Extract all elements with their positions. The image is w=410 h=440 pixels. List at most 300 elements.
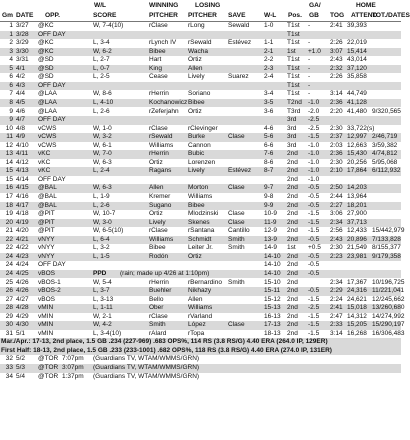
cell-wl: 2-3 [264,64,274,72]
cell-winning-pitcher: Lively [149,218,166,226]
cell-save: Estévez [228,39,252,47]
cell-losing-pitcher: Leiter Jr. [188,244,213,252]
cell-gm: 22 [5,235,13,243]
cell-date: 4/15 [16,184,29,192]
cell-score: W, 6-1 [93,141,112,149]
cell-gb: -1.5 [308,295,320,303]
cell-wl: 14-10 [264,252,281,260]
cell-gm: 24 [5,252,13,260]
cell-pos: 2nd [287,184,298,192]
cell-score: W, 8-6 [93,90,112,98]
cell-gm: 8 [9,98,13,106]
cell-date: 4/23 [16,252,29,260]
cell-attend: 21,549 [347,244,367,252]
cell-pos: T1st [287,56,300,64]
cell-score: L, 0-7 [93,64,110,72]
cell-score: L, 3-2 [93,244,110,252]
cell-losing-pitcher: rBernardino [188,278,222,286]
cell-tog: 2:10 [330,167,343,175]
cell-winning-pitcher: rClase [149,312,168,320]
cell-date: 3/30 [16,47,29,55]
table-row [0,329,405,339]
header-gb: GB [309,12,319,19]
cell-tog: 2:44 [330,193,343,200]
cell-wl: 5-6 [264,133,274,141]
cell-gm: 10 [5,124,13,132]
cell-winning-pitcher: Kochanowicz [149,98,188,106]
cell-pos: 3rd [287,124,297,132]
cell-opp: vCWS [38,124,57,132]
cell-losing-pitcher: Burke [188,133,205,141]
table-row [0,219,401,228]
cell-winning-pitcher: rLynch IV [149,39,177,47]
header-tot: TOT./DATES [372,12,410,19]
table-row [0,287,405,296]
table-row [0,193,401,202]
cell-gm: 19 [5,210,13,218]
cell-tot: 13/260,680 [372,304,405,312]
cell-date: 4/14 [16,175,29,183]
cell-wl: 10-9 [264,210,278,218]
cell-opp: @KC [38,22,54,29]
table-row [0,304,405,313]
cell-gb: -2.5 [308,116,320,124]
cell-tog: 3:06 [330,210,343,218]
cell-score: W, 6-3 [93,184,112,192]
cell-pos: 2nd [287,218,298,226]
cell-tog: 2:32 [330,64,343,72]
cell-gm: 9 [9,107,13,115]
cell-attend: 27,900 [347,210,367,218]
cell-gb: -1.5 [308,321,320,329]
cell-gm: 15 [5,167,13,175]
cell-date: 4/28 [16,304,29,312]
cell-pos: T1st [287,73,300,81]
cell-opp: vMIN [38,304,54,312]
table-row [0,236,401,245]
cell-gb: -0.5 [308,269,320,277]
cell-opp: vKC [38,150,51,158]
cell-gb: -1.0 [308,158,320,166]
cell-opp: vNYY [38,235,55,243]
cell-gb: -1.5 [308,312,320,320]
summary-text: First Half: 18-13, 2nd place, 1.5 GB .233 (233-1001) .682 OPS%, 118 RS (3.8 RS/G) 4.40 ERA (274.0 IP, 131ER) [1,346,332,354]
table-row [0,90,401,99]
cell-score: L, 3-4(10) [93,329,122,337]
cell-opp: @PIT [38,218,55,226]
cell-date: 5/2 [16,355,26,363]
cell-gm: 1 [9,22,13,29]
header-tog: TOG [330,12,345,19]
cell-gb: +0.5 [308,244,321,252]
cell-tog: 2:34 [330,218,343,226]
cell-pos: T1st [287,39,300,47]
cell-opp: @BAL [38,184,57,192]
cell-attend: 24,621 [347,295,367,303]
cell-gm: 7 [9,90,13,98]
cell-winning-pitcher: Cease [149,73,168,81]
cell-date: 3/27 [16,22,29,29]
cell-gb: -0.5 [308,201,320,209]
cell-score: W, 5-4 [93,278,112,286]
cell-time: 1:37pm [62,372,84,380]
cell-date: 4/29 [16,312,29,320]
cell-date: 5/3 [16,364,26,371]
table-row [0,150,401,159]
cell-opp: @TOR [38,364,59,371]
cell-opp: vBOS-1 [38,278,61,286]
cell-wl: 17-13 [264,321,281,329]
cell-date: 4/9 [16,133,26,141]
cell-gm: 12 [5,141,13,149]
cell-tot: 3/59,382 [372,141,398,149]
cell-wl: 9-9 [264,201,274,209]
cell-opp: @KC [38,47,54,55]
cell-losing-pitcher: rSewald [188,39,212,47]
cell-date: 3/31 [16,56,29,64]
table-row [0,295,405,305]
future-game-row [0,373,401,382]
cell-date: 4/26 [16,278,29,286]
summary-line [0,347,401,356]
cell-opp: vMIN [38,312,54,320]
cell-pos: 3rd [287,141,297,149]
cell-losing-pitcher: Schmidt [188,235,212,243]
cell-losing-pitcher: rVarland [188,312,213,320]
cell-gm: 17 [5,193,13,200]
header-attend: ATTEND [351,12,378,19]
cell-losing-pitcher: Cannon [188,141,211,149]
cell-tog: 2:24 [330,295,343,303]
cell-tog: 2:26 [330,73,343,81]
cell-tot: 4/74,812 [372,150,398,158]
cell-winning-pitcher: Bibee [149,47,166,55]
cell-attend: 18,201 [347,201,367,209]
cell-pos: 2nd [287,175,298,183]
cell-gb: -2.5 [308,304,320,312]
cell-tot: 2/46,719 [372,133,398,141]
cell-pos: 2nd [287,210,298,218]
future-game-row [0,364,401,373]
table-header [0,0,410,22]
cell-save: Estévez [228,167,252,175]
cell-gb: -0.5 [308,193,320,200]
header-gm: Gm [2,12,13,19]
cell-gm: 25 [5,278,13,286]
cell-wl: 9-7 [264,184,274,192]
table-row [0,176,401,185]
cell-winning-pitcher: Hart [149,56,162,64]
cell-winning-pitcher: Ragans [149,167,172,175]
cell-wl: 12-9 [264,227,278,235]
cell-date: 4/2 [16,73,26,81]
cell-date: 4/13 [16,167,29,175]
cell-winning-pitcher: Kremer [149,193,171,200]
cell-winning-pitcher: rClase [149,124,168,132]
cell-tog: 2:30 [330,158,343,166]
cell-attend: 33,722(s) [347,124,375,132]
cell-score: L, 2-7 [93,56,110,64]
cell-losing-pitcher: Skenes [188,218,210,226]
cell-score: W, 4-2 [93,321,112,329]
cell-winning-pitcher: Sugano [149,201,172,209]
cell-pos: T1st [287,22,300,29]
cell-date: 5/1 [16,329,26,337]
cell-gb: -2.5 [308,124,320,132]
cell-gb: - [308,56,311,64]
cell-score: W, 7-0 [93,150,112,158]
header-wl: W-L [264,12,277,19]
cell-losing-pitcher: Ortiz [188,107,202,115]
cell-losing-pitcher: rSantana [188,227,215,235]
cell-attend: 16,268 [347,329,367,337]
cell-pos: T1st [287,81,300,89]
cell-opp: @PIT [38,210,55,218]
cell-date: 4/25 [16,269,29,277]
table-row [0,65,401,74]
cell-gm: 16 [5,184,13,192]
table-row [0,270,401,279]
cell-date: 4/10 [16,141,29,149]
table-row [0,56,401,65]
cell-opp: @SD [38,73,54,81]
future-game-row [0,355,401,364]
cell-wl: 3-5 [264,98,274,106]
cell-losing-pitcher: Bibee [188,98,205,106]
cell-attend: 14,312 [347,312,367,320]
cell-date: 4/11 [16,150,29,158]
cell-date: 4/5 [16,98,26,106]
cell-pos: 2nd [287,235,298,243]
cell-wl: 18-13 [264,329,281,337]
cell-opp: @TOR [38,372,59,380]
cell-opp: OFF DAY [38,116,66,124]
header-losing: LOSING [195,2,221,9]
cell-tog: 2:20 [330,107,343,115]
cell-score: L, 2-5 [93,73,110,81]
cell-attend: 41,480 [347,107,367,115]
cell-opp: @LAA [38,90,57,98]
cell-pos: 3rd [287,116,297,124]
cell-save: Clase [228,218,245,226]
cell-winning-pitcher: Smith [149,321,166,329]
cell-wl: 14-10 [264,269,281,277]
cell-wl: 14-9 [264,244,278,252]
cell-opp: @BAL [38,201,57,209]
cell-losing-pitcher: rLong [188,22,205,29]
cell-gm: 28 [5,304,13,312]
cell-tog: 2:29 [330,287,343,295]
table-row [0,244,401,253]
cell-score: L, 2-6 [93,201,110,209]
cell-time: 7:07pm [62,355,84,363]
cell-pos: 2nd [287,252,298,260]
cell-gm: 2 [9,39,13,47]
cell-gb: - [308,90,311,98]
cell-save: Clase [228,321,245,329]
cell-score: W, 3-2 [93,133,112,141]
cell-score: L, 4-10 [93,98,114,106]
cell-score: W, 1-0 [93,124,112,132]
cell-opp: vBOS [38,269,55,277]
table-row [0,202,401,211]
cell-gb: -0.5 [308,261,320,269]
cell-winning-pitcher: Bibee [149,244,166,252]
header-pitcher-l: PITCHER [188,12,217,19]
cell-pos: T1st [287,30,300,38]
cell-tog: 2:41 [330,22,343,29]
table-row [0,184,401,193]
cell-date: 4/22 [16,244,29,252]
cell-wl: 1-1 [264,39,274,47]
cell-pos: 2nd [287,201,298,209]
header-wl-top: W/L [94,2,107,9]
cell-save: Smith [228,235,245,243]
cell-gm: 29 [5,312,13,320]
cell-date: 5/4 [16,372,26,380]
cell-tog: 2:36 [330,98,343,106]
cell-gb: -0.5 [308,252,320,260]
table-row [0,253,401,262]
cell-score: L, 1-9 [93,193,110,200]
cell-winning-pitcher: rAlard [149,329,167,337]
header-ga: GA/ [309,2,321,9]
cell-wl: 7-6 [264,150,274,158]
cell-winning-pitcher: King [149,64,163,72]
cell-score: L, 3-13 [93,295,114,303]
cell-pos: 2nd [287,158,298,166]
cell-pos: 1st [287,47,296,55]
cell-score: L, 1-11 [93,304,113,312]
header-date: DATE [16,12,34,19]
cell-tot: 8/155,377 [372,244,401,252]
cell-attend: 24,316 [347,287,367,295]
cell-losing-pitcher: Soriano [188,90,211,98]
cell-gb: -1.0 [308,175,320,183]
cell-gm: 5 [9,64,13,72]
cell-tog: 2:36 [330,150,343,158]
cell-tot: 16/306,483 [372,329,405,337]
cell-tot: 12/245,662 [372,295,405,303]
cell-winning-pitcher: rSewald [149,133,173,141]
cell-date: 4/27 [16,295,29,303]
cell-opp: @TOR [38,355,59,363]
header-home: HOME [356,2,376,9]
cell-gb: -1.5 [308,227,320,235]
cell-score: W, 10-7 [93,210,116,218]
cell-opp: @LAA [38,107,57,115]
cell-tog: 2:30 [330,124,343,132]
cell-winning-pitcher: Williams [149,141,174,149]
cell-tog: 2:34 [330,278,343,286]
cell-gm: 15 [5,175,13,183]
cell-tog: 3:07 [330,47,343,55]
cell-tot: 9/320,565 [372,107,401,115]
cell-pos: 2nd [287,304,298,312]
cell-date: 4/6 [16,107,26,115]
cell-attend: 17,367 [347,278,367,286]
cell-gm: 1 [9,30,13,38]
cell-pos: T3rd [287,107,301,115]
cell-losing-pitcher: Williams [188,193,213,200]
cell-gm: 24 [5,261,13,269]
cell-losing-pitcher: Bibee [188,201,205,209]
cell-attend: 12,663 [347,141,367,149]
cell-tot: 10/196,725 [372,278,405,286]
cell-save: Clase [228,210,245,218]
cell-opp: vNYY [38,252,55,260]
cell-opp: OFF DAY [38,261,66,269]
header-opp: OPP. [45,12,60,19]
table-row [0,278,405,288]
cell-opp: @SD [38,64,54,72]
cell-tot: 15/290,197 [372,321,405,329]
cell-gm: 13 [5,150,13,158]
cell-date: 4/1 [16,64,26,72]
cell-save: Suarez [228,73,249,81]
table-row [0,261,401,270]
cell-gm: 9 [9,116,13,124]
cell-gm: 34 [5,372,13,380]
table-row [0,73,401,82]
cell-gb: - [308,22,311,29]
table-row [0,82,401,91]
cell-losing-pitcher: Lively [188,73,205,81]
cell-opp: @LAA [38,98,57,106]
cell-attend: 41,128 [347,98,367,106]
cell-date: 4/20 [16,227,29,235]
cell-tog: 2:27 [330,201,343,209]
cell-gb: -0.5 [308,235,320,243]
header-winning: WINNING [149,2,179,9]
cell-winning-pitcher: Bello [149,295,164,303]
cell-gm: 32 [5,355,13,363]
cell-tot: 7/133,828 [372,235,401,243]
cell-gm: 26 [5,287,13,295]
cell-date: 4/18 [16,210,29,218]
cell-gb: - [308,64,311,72]
cell-attend: 23,981 [347,252,367,260]
cell-wl: 2-4 [264,73,274,81]
cell-score: W, 3-0 [93,218,112,226]
cell-opp: OFF DAY [38,175,66,183]
cell-pos: 2nd [287,269,298,277]
cell-gb: -0.5 [308,184,320,192]
cell-tog: 2:33 [330,321,343,329]
header-pitcher-w: PITCHER [149,12,178,19]
cell-tog: 2:56 [330,227,343,235]
cell-gm: 21 [5,227,13,235]
cell-gb: -1.0 [308,167,320,175]
header-score: SCORE [93,12,117,19]
cell-date: 4/8 [16,124,26,132]
cell-tot: 5/95,068 [372,158,398,166]
cell-date: 4/3 [16,81,26,89]
cell-tog: 2:43 [330,235,343,243]
cell-date: 4/19 [16,218,29,226]
cell-attend: 12,433 [347,227,367,235]
cell-attend: 15,018 [347,304,367,312]
cell-date: 3/28 [16,30,29,38]
cell-attend: 12,997 [347,133,367,141]
cell-save: Sewald [228,22,250,29]
summary-line [0,338,401,347]
cell-save: Clase [228,184,245,192]
table-row [0,108,401,117]
cell-attend: 20,896 [347,235,367,243]
cell-tog: 3:14 [330,90,343,98]
cell-losing-pitcher: Ortiz [188,252,202,260]
